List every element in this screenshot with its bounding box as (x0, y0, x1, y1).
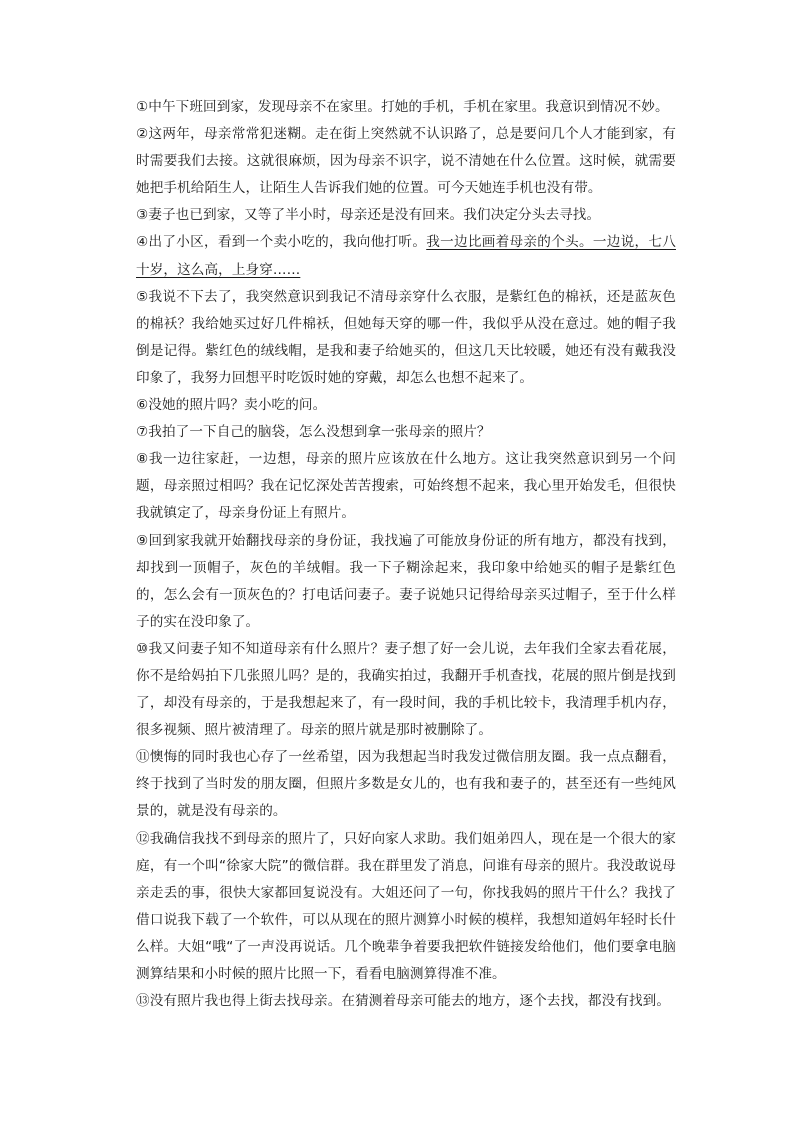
paragraph-5: ⑤我说不下去了，我突然意识到我记不清母亲穿什么衣服，是紫红色的棉袄，还是蓝灰色的棉袄？我给她买过好几件棉袄，但她每天穿的哪一件，我似乎从没在意过。她的帽子我倒是记得。紫红色的绒线帽，是我和妻子给她买的，但这几天比较暖，她还有没有戴我没印象了，我努力回想平时吃饭时她的穿戴，却怎么也想不起来了。 (136, 288, 676, 386)
paragraph-6: ⑥没她的照片吗？卖小吃的问。 (136, 397, 327, 414)
paragraph-3: ③妻子也已到家，又等了半小时，母亲还是没有回来。我们决定分头去寻找。 (136, 207, 601, 224)
paragraph-7: ⑦我拍了一下自己的脑袋，怎么没想到拿一张母亲的照片？ (136, 424, 491, 441)
paragraph-1: ①中午下班回到家，发现母亲不在家里。打她的手机，手机在家里。我意识到情况不妙。 (136, 99, 669, 115)
paragraph-4-plain: ④出了小区，看到一个卖小吃的，我向他打听。 (136, 234, 427, 251)
paragraph-10: ⑩我又问妻子知不知道母亲有什么照片？妻子想了好一会儿说，去年我们全家去看花展，你不是给妈拍下几张照儿吗？是的，我确实拍过，我翻开手机查找，花展的照片倒是找到了，却没有母亲的，于是我想起来了，有一段时间，我的手机比较卡，我清理手机内存，很多视频、照片被清理了。母亲的照片就是那时被删除了。 (136, 640, 676, 739)
paragraph-9: ⑨回到家我就开始翻找母亲的身份证，我找遍了可能放身份证的所有地方，都没有找到，却找到一顶帽子，灰色的羊绒帽。我一下子糊涂起来，我印象中给她买的帽子是紫红色的，怎么会有一顶灰色的？打电话问妻子。妻子说她只记得给母亲买过帽子，至于什么样子的实在没印象了。 (136, 532, 676, 630)
paragraph-2: ②这两年，母亲常常犯迷糊。走在街上突然就不认识路了，总是要问几个人才能到家，有时需要我们去接。这就很麻烦，因为母亲不识字，说不清她在什么位置。这时候，就需要她把手机给陌生人，让陌生人告诉我们她的位置。可今天她连手机也没有带。 (136, 126, 676, 197)
article-body (136, 94, 676, 1015)
paragraph-11: ⑪懊悔的同时我也心存了一丝希望，因为我想起当时我发过微信朋友圈。我一点点翻看，终于找到了当时发的朋友圈，但照片多数是女儿的，也有我和妻子的，甚至还有一些纯风景的，就是没有母亲的。 (136, 749, 676, 820)
paragraph-13: ⑬没有照片我也得上街去找母亲。在猜测着母亲可能去的地方，逐个去找，都没有找到。 (136, 993, 671, 1010)
paragraph-12: ⑫我确信我找不到母亲的照片了，只好向家人求助。我们姐弟四人，现在是一个很大的家庭，有一个叫“徐家大院”的微信群。我在群里发了消息，问谁有母亲的照片。我没敢说母亲走丢的事，很快大家都回复说没有。大姐还问了一句，你找我妈的照片干什么？我找了借口说我下载了一个软件，可以从现在的照片测算小时候的模样，我想知道妈年轻时长什么样。大姐“哦“了一声没再说话。几个晚辈争着要我把软件链接发给他们，他们要拿电脑测算结果和小时候的照片比照一下，看看电脑测算得准不准。 (136, 830, 676, 982)
paragraph-4 (136, 229, 676, 283)
paragraph-4-underlined: 我一边比画着母亲的个头。一边说，七八十岁，这么高，上身穿…… (136, 234, 676, 278)
paragraph-8: ⑧我一边往家赶，一边想，母亲的照片应该放在什么地方。这让我突然意识到另一个问题，母亲照过相吗？我在记忆深处苦苦搜索，可始终想不起来，我心里开始发毛，但很快我就镇定了，母亲身份证上有照片。 (136, 451, 676, 522)
